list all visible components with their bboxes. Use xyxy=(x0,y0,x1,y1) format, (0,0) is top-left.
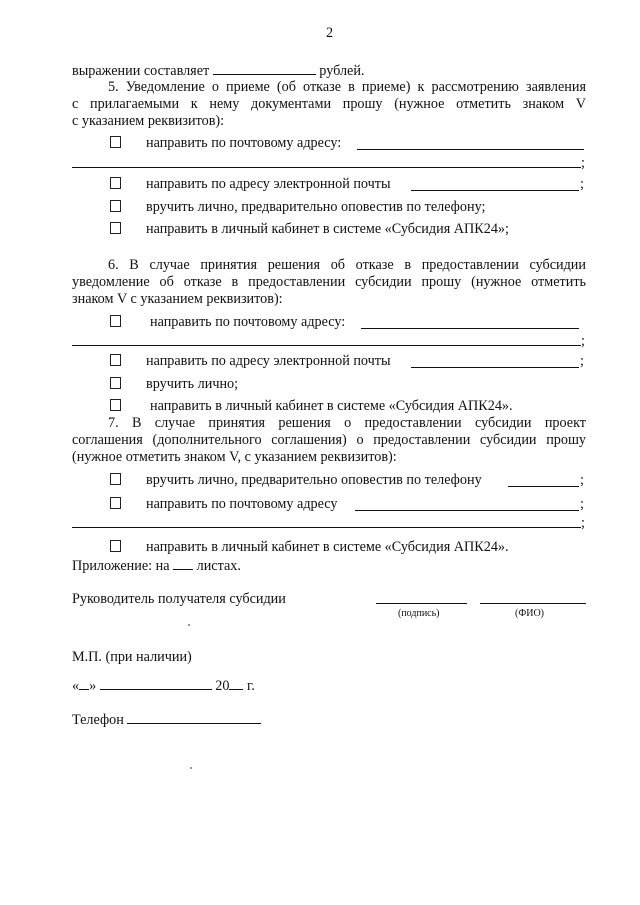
stamp-label: М.П. (при наличии) xyxy=(72,649,192,665)
s5-checkbox-cabinet[interactable] xyxy=(110,222,121,234)
full-name-field[interactable] xyxy=(480,603,586,604)
signature-label: Руководитель получателя субсидии xyxy=(72,591,286,607)
date-close-quote: » xyxy=(89,678,97,694)
s7-post-address-field-2[interactable] xyxy=(72,527,581,528)
semicolon: ; xyxy=(580,496,584,512)
date-open-quote: « xyxy=(72,678,80,694)
s5-phone-label: вручить лично, предварительно оповестив по телефону; xyxy=(146,199,486,215)
s6-checkbox-post[interactable] xyxy=(110,315,121,327)
semicolon: ; xyxy=(581,155,585,171)
s6-email-label: направить по адресу электронной почты xyxy=(146,353,391,369)
page-number: 2 xyxy=(326,25,334,41)
scan-speck xyxy=(188,624,190,626)
s6-line-2: уведомление об отказе в предоставлении субсидии прошу (нужное отметить xyxy=(72,274,586,290)
date-line xyxy=(72,677,255,695)
semicolon: ; xyxy=(580,176,584,192)
s7-line-3: (нужное отметить знаком V, с указанием реквизитов): xyxy=(72,449,397,465)
s6-line-3: знаком V с указанием реквизитов): xyxy=(72,291,283,307)
s5-line-3: с указанием реквизитов): xyxy=(72,113,225,129)
s6-post-address-field-2[interactable] xyxy=(72,345,581,346)
s7-post-label: направить по почтовому адресу xyxy=(146,496,338,512)
s5-post-label: направить по почтовому адресу: xyxy=(146,135,342,151)
s5-email-field[interactable] xyxy=(411,190,579,191)
s6-checkbox-email[interactable] xyxy=(110,354,121,366)
s5-checkbox-post[interactable] xyxy=(110,136,121,148)
signature-caption: (подпись) xyxy=(398,608,440,619)
date-year-suffix: г. xyxy=(247,678,255,694)
s7-line-1: 7. В случае принятия решения о предоставлении субсидии проект xyxy=(108,415,586,431)
s5-email-label: направить по адресу электронной почты xyxy=(146,176,391,192)
semicolon: ; xyxy=(581,515,585,531)
s7-checkbox-cabinet[interactable] xyxy=(110,540,121,552)
amount-field[interactable] xyxy=(213,62,316,75)
signature-field[interactable] xyxy=(376,603,467,604)
semicolon: ; xyxy=(580,353,584,369)
s5-line-1: 5. Уведомление о приеме (об отказе в приеме) к рассмотрению заявления xyxy=(108,79,586,95)
date-year-field[interactable] xyxy=(229,677,243,690)
semicolon: ; xyxy=(580,472,584,488)
s7-cabinet-label: направить в личный кабинет в системе «Субсидия АПК24». xyxy=(146,539,509,555)
s5-post-address-field-2[interactable] xyxy=(72,167,581,168)
phone-label: Телефон xyxy=(72,712,124,728)
phone-line xyxy=(72,711,261,729)
s7-post-address-field[interactable] xyxy=(355,510,579,511)
date-month-field[interactable] xyxy=(100,677,212,690)
s6-checkbox-personal[interactable] xyxy=(110,377,121,389)
s6-cabinet-label: направить в личный кабинет в системе «Субсидия АПК24». xyxy=(150,398,513,414)
intro-suffix: рублей. xyxy=(319,63,365,79)
s7-checkbox-post[interactable] xyxy=(110,497,121,509)
s6-post-label: направить по почтовому адресу: xyxy=(150,314,346,330)
s5-checkbox-email[interactable] xyxy=(110,177,121,189)
s6-personal-label: вручить лично; xyxy=(146,376,239,392)
s5-post-address-field[interactable] xyxy=(357,149,584,150)
s6-post-address-field[interactable] xyxy=(361,328,579,329)
s7-line-2: соглашения (дополнительного соглашения) о предоставлении субсидии прошу xyxy=(72,432,586,448)
s6-email-field[interactable] xyxy=(411,367,579,368)
s7-phone-label: вручить лично, предварительно оповестив по телефону xyxy=(146,472,482,488)
s5-cabinet-label: направить в личный кабинет в системе «Субсидия АПК24»; xyxy=(146,221,509,237)
intro-prefix: выражении составляет xyxy=(72,63,210,79)
s7-phone-field[interactable] xyxy=(508,486,579,487)
attachment-suffix: листах. xyxy=(196,558,241,574)
date-day-field[interactable] xyxy=(79,677,89,690)
attachment-prefix: Приложение: на xyxy=(72,558,170,574)
s5-checkbox-phone[interactable] xyxy=(110,200,121,212)
date-year-prefix: 20 xyxy=(215,678,230,694)
scan-speck xyxy=(190,767,192,769)
s6-line-1: 6. В случае принятия решения об отказе в предоставлении субсидии xyxy=(108,257,586,273)
phone-field[interactable] xyxy=(127,711,261,724)
full-name-caption: (ФИО) xyxy=(515,608,545,619)
s7-checkbox-phone[interactable] xyxy=(110,473,121,485)
attachment-pages-field[interactable] xyxy=(173,557,193,570)
intro-line xyxy=(72,62,364,80)
semicolon: ; xyxy=(581,333,585,349)
attachment-line xyxy=(72,557,241,575)
s6-checkbox-cabinet[interactable] xyxy=(110,399,121,411)
s5-line-2: с прилагаемыми к нему документами прошу (нужное отметить знаком V xyxy=(72,96,586,112)
